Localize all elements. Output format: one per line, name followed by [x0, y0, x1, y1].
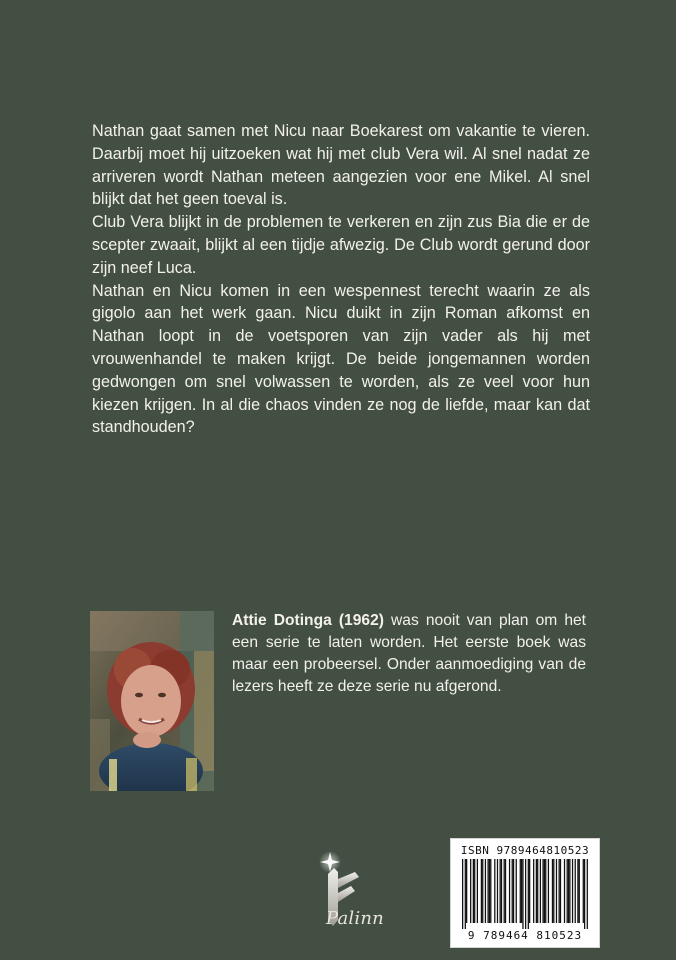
barcode-bar [505, 859, 506, 923]
barcode-bar [485, 859, 486, 923]
barcode-bar [575, 859, 576, 923]
barcode-bar [513, 859, 514, 923]
barcode-number: 9 789464 810523 [467, 929, 583, 942]
blurb-paragraph-2: Club Vera blijkt in de problemen te verkeren en zijn zus Bia die er de scepter zwaait, blijkt al een tijdje afwezig. De Club wordt gerund door zijn neef Luca. [92, 213, 590, 277]
barcode-bar [528, 859, 529, 929]
barcode-bar [560, 859, 561, 923]
barcode-bar [548, 859, 549, 923]
barcode-bar [540, 859, 541, 923]
author-bio [232, 610, 586, 698]
barcode-bar [525, 859, 526, 929]
isbn-barcode [450, 838, 600, 948]
barcode-bar [587, 859, 588, 929]
barcode-bar [521, 859, 522, 923]
barcode-bar [522, 859, 523, 929]
barcode-bar [465, 859, 466, 929]
barcode-bar [497, 859, 498, 923]
barcode-bar [466, 859, 467, 923]
barcode-bar [567, 859, 568, 923]
author-name: Attie Dotinga (1962) [232, 612, 384, 629]
barcode-bar [564, 859, 565, 923]
barcode-bar [542, 859, 543, 923]
barcode-bar [482, 859, 483, 923]
publisher-name: Palinn [326, 908, 384, 929]
barcode-bar [470, 859, 471, 923]
barcode-bar [553, 859, 554, 923]
blurb-paragraph-3: Nathan en Nicu komen in een wespennest terecht waarin ze als gigolo aan het werk gaan. Nicu duikt in zijn Roman afkomst en Nathan loopt in de voetsporen van zijn vader als hij met vrouwenhandel te maken krijgt. De beide jongemannen worden gedwongen om snel volwassen te worden, als ze veel voor hun kiezen krijgen. In al die chaos vinden ze nog de liefde, maar kan dat standhouden? [92, 281, 590, 437]
barcode-bar [490, 859, 491, 923]
barcode-bars [462, 859, 588, 929]
barcode-bar [481, 859, 482, 923]
author-photo [90, 611, 214, 791]
barcode-bar [584, 859, 585, 929]
barcode-bar [579, 859, 580, 923]
barcode-icon [462, 859, 588, 929]
isbn-label: ISBN 9789464810523 [460, 844, 590, 857]
barcode-bar [474, 859, 475, 923]
barcode-bar [568, 859, 569, 923]
barcode-bar [509, 859, 510, 923]
barcode-bar [572, 859, 573, 923]
barcode-bar [583, 859, 584, 923]
blurb-paragraph-1: Nathan gaat samen met Nicu naar Boekarest om vakantie te vieren. Daarbij moet hij uitzoeken wat hij met club Vera wil. Al snel nadat ze arriveren wordt Nathan meteen aangezien voor ene Mikel. Al snel blijkt dat het geen toeval is. [92, 122, 590, 209]
author-portrait-icon [90, 611, 214, 791]
barcode-bar [577, 859, 578, 923]
author-bio-text: was nooit van plan om het een serie te laten worden. Het eerste boek was maar een probeersel. Onder aanmoediging van de lezers heeft ze deze serie nu afgerond. [232, 612, 586, 695]
barcode-bar [494, 859, 495, 923]
barcode-bar [545, 859, 546, 923]
barcode-bar [529, 859, 530, 923]
barcode-bar [537, 859, 538, 923]
barcode-bar [559, 859, 560, 923]
barcode-bar [462, 859, 463, 929]
barcode-bar [552, 859, 553, 923]
barcode-bar [556, 859, 557, 923]
barcode-bar [544, 859, 545, 923]
barcode-bar [500, 859, 501, 923]
barcode-bar [536, 859, 537, 923]
barcode-bar [516, 859, 517, 923]
barcode-bar [569, 859, 570, 923]
barcode-bar [504, 859, 505, 923]
barcode-bar [473, 859, 474, 923]
barcode-bar [477, 859, 478, 923]
barcode-bar [501, 859, 502, 923]
book-blurb [92, 120, 590, 439]
barcode-bar [533, 859, 534, 923]
barcode-bar [489, 859, 490, 923]
barcode-bar [520, 859, 521, 923]
barcode-bar [487, 859, 488, 923]
barcode-bar [512, 859, 513, 923]
